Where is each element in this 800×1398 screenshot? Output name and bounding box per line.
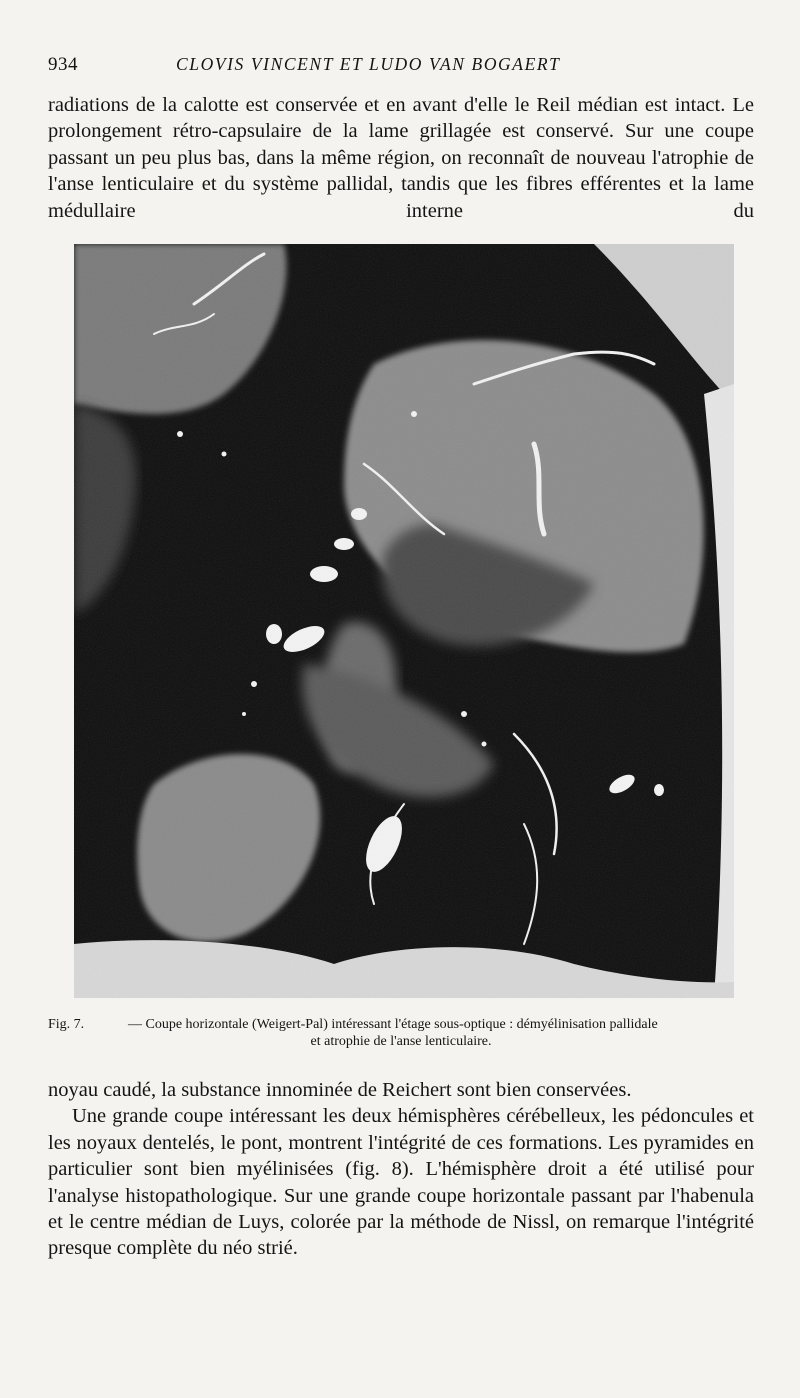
page-header <box>48 54 750 82</box>
paragraph-bottom-2: Une grande coupe intéressant les deux hémisphères cérébelleux, les pédoncules et les noyaux dentelés, le pont, montrent l'intégrité de ces formations. Les pyramides en particulier sont bien myélinisées (fig. 8). L'hémisphère droit a été utilisé pour l'analyse histopathologique. Sur une grande coupe horizontale passant par l'habenula et le centre médian de Luys, colorée par la méthode de Nissl, on remarque l'intégrité presque complète du néo strié. <box>48 1105 754 1260</box>
caption-line-2: et atrophie de l'anse lenticulaire. <box>310 1034 492 1049</box>
running-head: CLOVIS VINCENT ET LUDO VAN BOGAERT <box>176 54 561 74</box>
page-number: 934 <box>48 54 78 75</box>
paragraph-bottom-1: noyau caudé, la substance innominée de Reichert sont bien conservées. <box>48 1079 632 1101</box>
brain-section-photograph <box>74 244 734 998</box>
paragraph-bottom <box>48 1077 754 1262</box>
caption-line-1: — Coupe horizontale (Weigert-Pal) intéressant l'étage sous-optique : démyélinisation pallidale <box>128 1017 658 1032</box>
figure-caption <box>48 1016 754 1050</box>
figure-label: Fig. 7. <box>48 1017 85 1032</box>
paragraph-top: radiations de la calotte est conservée et en avant d'elle le Reil médian est intact. Le prolongement rétro-capsulaire de la lame grillagée est conservé. Sur une coupe passant un peu plus bas, dans la même région, on reconnaît de nouveau l'atrophie de l'anse lenticulaire et du système pallidal, tandis que les fibres efférentes et la lame médullaire interne du <box>48 94 754 222</box>
